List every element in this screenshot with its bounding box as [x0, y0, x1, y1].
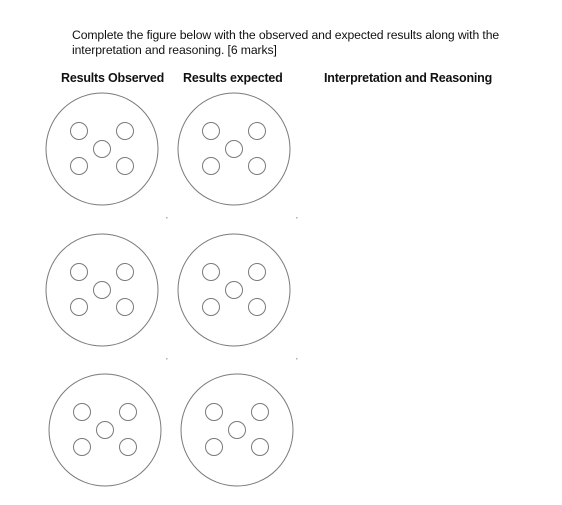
agar-well	[117, 158, 134, 175]
agar-well	[71, 299, 88, 316]
scan-mark	[296, 358, 298, 360]
interpretation-reasoning-header: Interpretation and Reasoning	[324, 71, 493, 85]
results-observed-header: Results Observed	[61, 71, 165, 85]
agar-well	[74, 404, 91, 421]
agar-well	[252, 404, 269, 421]
agar-well	[71, 123, 88, 140]
agar-well	[97, 422, 114, 439]
agar-well	[94, 141, 111, 158]
agar-well	[249, 158, 266, 175]
scan-mark	[166, 358, 168, 360]
agar-well	[94, 282, 111, 299]
agar-well	[74, 439, 91, 456]
agar-well	[71, 158, 88, 175]
agar-well	[206, 439, 223, 456]
agar-well	[117, 123, 134, 140]
agar-well	[249, 299, 266, 316]
agar-well	[71, 264, 88, 281]
scan-mark	[166, 217, 168, 219]
scan-mark	[296, 217, 298, 219]
agar-well	[203, 123, 220, 140]
agar-well	[249, 123, 266, 140]
agar-well	[206, 404, 223, 421]
results-expected-header: Results expected	[183, 71, 283, 85]
instructions-line-2: interpretation and reasoning. [6 marks]	[72, 43, 277, 57]
agar-well	[203, 158, 220, 175]
instructions-line-1: Complete the figure below with the observed and expected results along with the	[72, 28, 500, 42]
agar-well	[226, 141, 243, 158]
agar-well	[252, 439, 269, 456]
agar-well	[120, 439, 137, 456]
agar-well	[229, 422, 246, 439]
agar-well	[203, 299, 220, 316]
agar-well	[203, 264, 220, 281]
agar-well	[117, 264, 134, 281]
agar-well	[117, 299, 134, 316]
agar-well	[249, 264, 266, 281]
agar-well	[120, 404, 137, 421]
agar-well	[226, 282, 243, 299]
